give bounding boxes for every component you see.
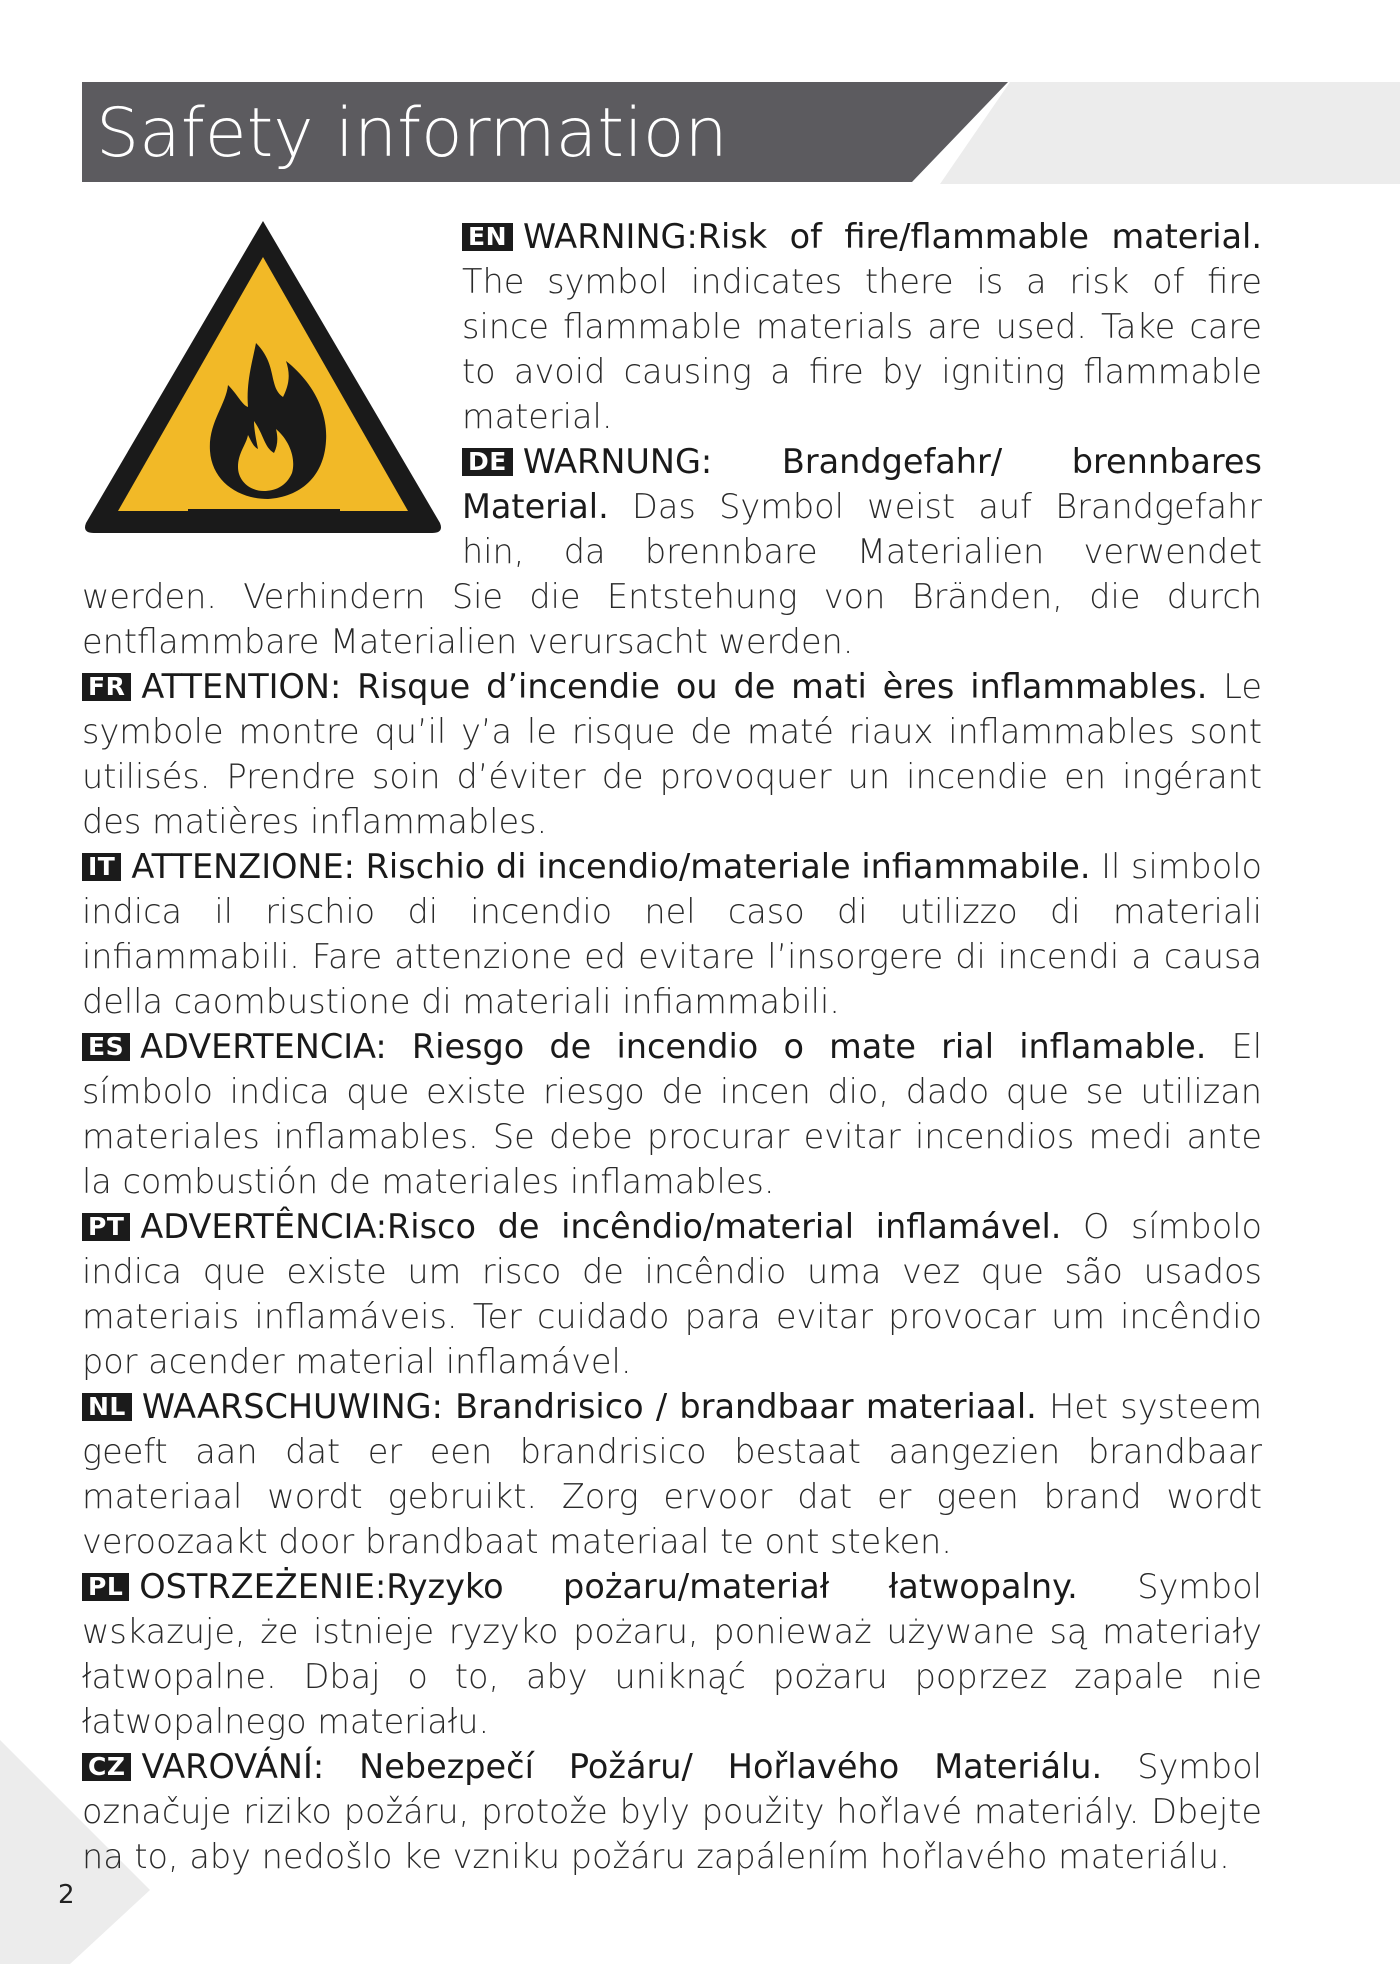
section-body: Le symbole montre qu’il y’a le risque de maté riaux inflammables sont utilisés. Prendre soin d’éviter de provoquer un incendie en ingérant des matières inflammables.	[82, 667, 1262, 841]
section-heading: OSTRZEŻENIE:Ryzyko pożaru/materiał łatwopalny.	[139, 1567, 1078, 1606]
lang-badge-pl: PL	[82, 1573, 129, 1601]
page-title: Safety information	[96, 94, 728, 173]
lang-badge-pt: PT	[82, 1213, 130, 1241]
section-heading: ADVERTÊNCIA:Risco de incêndio/material inflamável.	[140, 1207, 1062, 1246]
sign-wrap-spacer	[82, 214, 462, 566]
section-heading: ATTENTION: Risque d’incendie ou de mati ères inflammables.	[141, 667, 1208, 706]
lang-badge-en: EN	[462, 223, 513, 251]
decorative-top-shape	[940, 82, 1400, 184]
section-pt	[82, 1204, 1262, 1384]
section-body: Symbol označuje riziko požáru, protože byly použity hořlavé materiály. Dbejte na to, aby nedošlo ke vzniku požáru zapálením hořlavého materiálu.	[82, 1747, 1262, 1876]
section-body: Il simbolo indica il rischio di incendio nel caso di utilizzo di materiali infiammabili. Fare attenzione ed evitare l’insorgere di incendi a causa della caombustione di materiali infiammabili.	[82, 847, 1262, 1021]
section-body: The symbol indicates there is a risk of fire since flammable materials are used. Take care to avoid causing a fire by igniting flammable material.	[462, 262, 1262, 436]
section-heading: WARNING:Risk of fire/flammable material.	[523, 217, 1262, 256]
section-pl	[82, 1564, 1262, 1744]
section-body: O símbolo indica que existe um risco de incêndio uma vez que são usados materiais inflamáveis. Ter cuidado para evitar provocar um incêndio por acender material inflamável.	[82, 1207, 1263, 1381]
lang-badge-es: ES	[82, 1033, 130, 1061]
section-heading: VAROVÁNÍ: Nebezpečí Požáru/ Hořlavého Materiálu.	[141, 1747, 1103, 1786]
section-cz	[82, 1744, 1262, 1879]
section-heading: ADVERTENCIA: Riesgo de incendio o mate rial inflamable.	[140, 1027, 1207, 1066]
section-nl	[82, 1384, 1262, 1564]
section-heading: WAARSCHUWING: Brandrisico / brandbaar materiaal.	[141, 1387, 1037, 1426]
lang-badge-cz: CZ	[82, 1753, 131, 1781]
section-fr	[82, 664, 1262, 844]
lang-badge-it: IT	[82, 853, 121, 881]
section-body: Symbol wskazuje, że istnieje ryzyko pożaru, ponieważ używane są materiały łatwopalne. Dbaj o to, aby uniknąć pożaru poprzez zapale nie łatwopalnego materiału.	[82, 1567, 1262, 1741]
section-body: El símbolo indica que existe riesgo de incen dio, dado que se utilizan materiales inflamables. Se debe procurar evitar incendios medi ante la combustión de materiales inflamables.	[82, 1027, 1262, 1201]
page-number: 2	[58, 1880, 75, 1910]
section-heading: WARNUNG: Brandgefahr/ brennbares Material.	[462, 442, 1262, 526]
section-body: Das Symbol weist auf Brandgefahr hin, da brennbare Materialien verwendet werden. Verhindern Sie die Entstehung von Bränden, die durch entflammbare Materialien verursacht werden.	[82, 487, 1262, 661]
section-es	[82, 1024, 1262, 1204]
lang-badge-fr: FR	[82, 673, 131, 701]
section-heading: ATTENZIONE: Rischio di incendio/materiale infiammabile.	[131, 847, 1091, 886]
section-body: Het systeem geeft aan dat er een brandrisico bestaat aangezien brandbaar materiaal wordt gebruikt. Zorg ervoor dat er geen brand wordt veroozaakt door brandbaat materiaal te ont steken.	[82, 1387, 1262, 1561]
safety-text	[82, 214, 1262, 1879]
lang-badge-nl: NL	[82, 1393, 132, 1421]
section-it	[82, 844, 1262, 1024]
lang-badge-de: DE	[462, 448, 513, 476]
